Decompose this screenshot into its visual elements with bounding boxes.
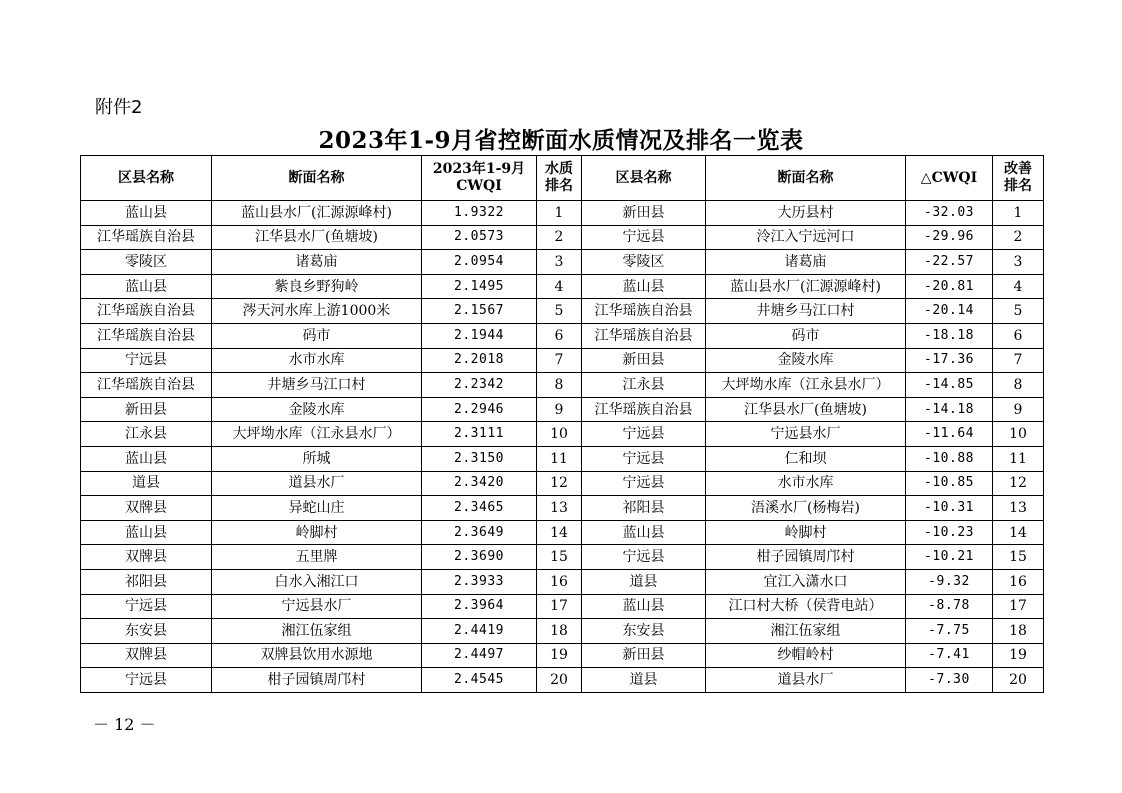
header-improve-line1: 改善: [1004, 161, 1032, 177]
table-row: [81, 446, 1044, 471]
table-row: [81, 545, 1044, 570]
table-row: [81, 323, 1044, 348]
section-cell-2: 码市: [706, 323, 906, 348]
section-cell: 岭脚村: [212, 520, 422, 545]
quality-rank-cell: 9: [537, 397, 582, 422]
table-row: [81, 422, 1044, 447]
county-cell-2: 江永县: [582, 373, 706, 398]
cwqi-cell: 2.3933: [422, 569, 537, 594]
attachment-label: 附件2: [95, 97, 143, 118]
quality-rank-cell: 5: [537, 299, 582, 324]
county-cell-2: 江华瑶族自治县: [582, 299, 706, 324]
section-cell-2: 蓝山县水厂(汇源源峰村): [706, 274, 906, 299]
page-number: － 12 －: [93, 715, 156, 734]
improve-rank-cell: 13: [993, 496, 1044, 521]
section-cell: 诸葛庙: [212, 250, 422, 275]
quality-rank-cell: 17: [537, 594, 582, 619]
county-cell-2: 祁阳县: [582, 496, 706, 521]
page-title: 2023年1-9月省控断面水质情况及排名一览表: [318, 127, 804, 154]
quality-rank-cell: 1: [537, 201, 582, 226]
cwqi-cell: 2.2018: [422, 348, 537, 373]
county-cell-2: 道县: [582, 668, 706, 693]
county-cell: 祁阳县: [81, 569, 212, 594]
table-row: [81, 471, 1044, 496]
quality-rank-cell: 3: [537, 250, 582, 275]
section-cell-2: 柑子园镇周邝村: [706, 545, 906, 570]
quality-rank-cell: 15: [537, 545, 582, 570]
header-rank-line1: 水质: [545, 161, 573, 177]
county-cell-2: 道县: [582, 569, 706, 594]
quality-rank-cell: 12: [537, 471, 582, 496]
section-cell-2: 诸葛庙: [706, 250, 906, 275]
quality-rank-cell: 7: [537, 348, 582, 373]
delta-cwqi-cell: -20.81: [906, 274, 993, 299]
quality-rank-cell: 14: [537, 520, 582, 545]
ranking-table: [80, 155, 1044, 693]
section-cell-2: 纱帽岭村: [706, 643, 906, 668]
delta-cwqi-cell: -8.78: [906, 594, 993, 619]
section-cell-2: 仁和坝: [706, 446, 906, 471]
section-cell: 井塘乡马江口村: [212, 373, 422, 398]
section-cell: 江华县水厂(鱼塘坡): [212, 225, 422, 250]
header-section: 断面名称: [212, 156, 422, 201]
quality-rank-cell: 11: [537, 446, 582, 471]
delta-cwqi-cell: -29.96: [906, 225, 993, 250]
improve-rank-cell: 10: [993, 422, 1044, 447]
quality-rank-cell: 19: [537, 643, 582, 668]
section-cell-2: 宜江入潇水口: [706, 569, 906, 594]
improve-rank-cell: 11: [993, 446, 1044, 471]
county-cell: 江永县: [81, 422, 212, 447]
delta-cwqi-cell: -18.18: [906, 323, 993, 348]
improve-rank-cell: 8: [993, 373, 1044, 398]
county-cell: 蓝山县: [81, 520, 212, 545]
table-row: [81, 250, 1044, 275]
improve-rank-cell: 7: [993, 348, 1044, 373]
section-cell: 五里牌: [212, 545, 422, 570]
county-cell: 江华瑶族自治县: [81, 373, 212, 398]
improve-rank-cell: 12: [993, 471, 1044, 496]
cwqi-cell: 2.2342: [422, 373, 537, 398]
county-cell: 新田县: [81, 397, 212, 422]
delta-cwqi-cell: -32.03: [906, 201, 993, 226]
table-row: [81, 594, 1044, 619]
header-improve-rank: [993, 156, 1044, 201]
delta-cwqi-cell: -17.36: [906, 348, 993, 373]
table-header-row: [81, 156, 1044, 201]
quality-rank-cell: 2: [537, 225, 582, 250]
delta-cwqi-cell: -10.85: [906, 471, 993, 496]
header-county-2: 区县名称: [582, 156, 706, 201]
county-cell-2: 蓝山县: [582, 274, 706, 299]
improve-rank-cell: 1: [993, 201, 1044, 226]
table-row: [81, 299, 1044, 324]
county-cell: 双牌县: [81, 643, 212, 668]
delta-cwqi-cell: -9.32: [906, 569, 993, 594]
quality-rank-cell: 20: [537, 668, 582, 693]
section-cell: 码市: [212, 323, 422, 348]
delta-cwqi-cell: -14.18: [906, 397, 993, 422]
county-cell: 双牌县: [81, 545, 212, 570]
county-cell-2: 新田县: [582, 643, 706, 668]
section-cell: 蓝山县水厂(汇源源峰村): [212, 201, 422, 226]
section-cell: 异蛇山庄: [212, 496, 422, 521]
header-quality-rank: [537, 156, 582, 201]
quality-rank-cell: 18: [537, 619, 582, 644]
quality-rank-cell: 13: [537, 496, 582, 521]
cwqi-cell: 2.4545: [422, 668, 537, 693]
improve-rank-cell: 6: [993, 323, 1044, 348]
county-cell: 江华瑶族自治县: [81, 225, 212, 250]
table-row: [81, 619, 1044, 644]
section-cell-2: 井塘乡马江口村: [706, 299, 906, 324]
header-delta-cwqi: △CWQI: [906, 156, 993, 201]
county-cell: 双牌县: [81, 496, 212, 521]
cwqi-cell: 2.1944: [422, 323, 537, 348]
section-cell: 紫良乡野狗岭: [212, 274, 422, 299]
cwqi-cell: 2.3690: [422, 545, 537, 570]
county-cell-2: 宁远县: [582, 446, 706, 471]
section-cell: 柑子园镇周邝村: [212, 668, 422, 693]
section-cell: 双牌县饮用水源地: [212, 643, 422, 668]
county-cell: 宁远县: [81, 668, 212, 693]
header-rank-line2: 排名: [545, 178, 573, 194]
table-row: [81, 274, 1044, 299]
cwqi-cell: 2.4419: [422, 619, 537, 644]
county-cell-2: 江华瑶族自治县: [582, 323, 706, 348]
county-cell: 江华瑶族自治县: [81, 299, 212, 324]
improve-rank-cell: 3: [993, 250, 1044, 275]
table-row: [81, 397, 1044, 422]
section-cell-2: 浯溪水厂(杨梅岩): [706, 496, 906, 521]
delta-cwqi-cell: -7.30: [906, 668, 993, 693]
section-cell: 金陵水库: [212, 397, 422, 422]
county-cell: 道县: [81, 471, 212, 496]
cwqi-cell: 2.1567: [422, 299, 537, 324]
table-row: [81, 201, 1044, 226]
section-cell-2: 江华县水厂(鱼塘坡): [706, 397, 906, 422]
cwqi-cell: 2.4497: [422, 643, 537, 668]
quality-rank-cell: 4: [537, 274, 582, 299]
section-cell: 湘江伍家组: [212, 619, 422, 644]
delta-cwqi-cell: -10.88: [906, 446, 993, 471]
section-cell-2: 岭脚村: [706, 520, 906, 545]
section-cell-2: 金陵水库: [706, 348, 906, 373]
improve-rank-cell: 18: [993, 619, 1044, 644]
section-cell-2: 大历县村: [706, 201, 906, 226]
section-cell-2: 宁远县水厂: [706, 422, 906, 447]
table-row: [81, 520, 1044, 545]
cwqi-cell: 2.3111: [422, 422, 537, 447]
county-cell: 东安县: [81, 619, 212, 644]
improve-rank-cell: 2: [993, 225, 1044, 250]
county-cell-2: 零陵区: [582, 250, 706, 275]
cwqi-cell: 2.2946: [422, 397, 537, 422]
table-row: [81, 225, 1044, 250]
county-cell-2: 新田县: [582, 348, 706, 373]
county-cell-2: 新田县: [582, 201, 706, 226]
county-cell: 蓝山县: [81, 274, 212, 299]
quality-rank-cell: 10: [537, 422, 582, 447]
section-cell: 道县水厂: [212, 471, 422, 496]
delta-cwqi-cell: -10.31: [906, 496, 993, 521]
delta-cwqi-cell: -7.75: [906, 619, 993, 644]
improve-rank-cell: 16: [993, 569, 1044, 594]
table-row: [81, 643, 1044, 668]
section-cell: 白水入湘江口: [212, 569, 422, 594]
section-cell: 大坪坳水库（江永县水厂）: [212, 422, 422, 447]
cwqi-cell: 2.1495: [422, 274, 537, 299]
delta-cwqi-cell: -7.41: [906, 643, 993, 668]
county-cell: 宁远县: [81, 348, 212, 373]
county-cell-2: 宁远县: [582, 471, 706, 496]
cwqi-cell: 2.3649: [422, 520, 537, 545]
section-cell-2: 道县水厂: [706, 668, 906, 693]
table-row: [81, 348, 1044, 373]
header-cwqi: [422, 156, 537, 201]
section-cell-2: 湘江伍家组: [706, 619, 906, 644]
section-cell: 水市水库: [212, 348, 422, 373]
county-cell-2: 宁远县: [582, 545, 706, 570]
county-cell: 蓝山县: [81, 446, 212, 471]
delta-cwqi-cell: -20.14: [906, 299, 993, 324]
delta-cwqi-cell: -22.57: [906, 250, 993, 275]
cwqi-cell: 2.0573: [422, 225, 537, 250]
header-section-2: 断面名称: [706, 156, 906, 201]
delta-cwqi-cell: -10.21: [906, 545, 993, 570]
improve-rank-cell: 17: [993, 594, 1044, 619]
header-improve-line2: 排名: [1004, 178, 1032, 194]
improve-rank-cell: 20: [993, 668, 1044, 693]
header-county: 区县名称: [81, 156, 212, 201]
section-cell-2: 泠江入宁远河口: [706, 225, 906, 250]
county-cell-2: 东安县: [582, 619, 706, 644]
county-cell-2: 宁远县: [582, 225, 706, 250]
county-cell-2: 蓝山县: [582, 520, 706, 545]
section-cell-2: 大坪坳水库（江永县水厂）: [706, 373, 906, 398]
improve-rank-cell: 14: [993, 520, 1044, 545]
county-cell-2: 宁远县: [582, 422, 706, 447]
cwqi-cell: 2.0954: [422, 250, 537, 275]
section-cell-2: 江口村大桥（侯背电站）: [706, 594, 906, 619]
header-cwqi-line2: CWQI: [456, 178, 502, 194]
county-cell-2: 江华瑶族自治县: [582, 397, 706, 422]
improve-rank-cell: 19: [993, 643, 1044, 668]
delta-cwqi-cell: -10.23: [906, 520, 993, 545]
quality-rank-cell: 16: [537, 569, 582, 594]
section-cell-2: 水市水库: [706, 471, 906, 496]
cwqi-cell: 2.3465: [422, 496, 537, 521]
table-row: [81, 373, 1044, 398]
county-cell: 零陵区: [81, 250, 212, 275]
quality-rank-cell: 8: [537, 373, 582, 398]
section-cell: 所城: [212, 446, 422, 471]
cwqi-cell: 2.3150: [422, 446, 537, 471]
improve-rank-cell: 15: [993, 545, 1044, 570]
improve-rank-cell: 5: [993, 299, 1044, 324]
table-row: [81, 569, 1044, 594]
county-cell: 宁远县: [81, 594, 212, 619]
delta-cwqi-cell: -14.85: [906, 373, 993, 398]
county-cell-2: 蓝山县: [582, 594, 706, 619]
table-row: [81, 496, 1044, 521]
header-cwqi-line1: 2023年1-9月: [432, 161, 526, 177]
cwqi-cell: 2.3964: [422, 594, 537, 619]
improve-rank-cell: 4: [993, 274, 1044, 299]
improve-rank-cell: 9: [993, 397, 1044, 422]
cwqi-cell: 2.3420: [422, 471, 537, 496]
cwqi-cell: 1.9322: [422, 201, 537, 226]
quality-rank-cell: 6: [537, 323, 582, 348]
table-row: [81, 668, 1044, 693]
section-cell: 宁远县水厂: [212, 594, 422, 619]
delta-cwqi-cell: -11.64: [906, 422, 993, 447]
section-cell: 涔天河水库上游1000米: [212, 299, 422, 324]
county-cell: 蓝山县: [81, 201, 212, 226]
county-cell: 江华瑶族自治县: [81, 323, 212, 348]
